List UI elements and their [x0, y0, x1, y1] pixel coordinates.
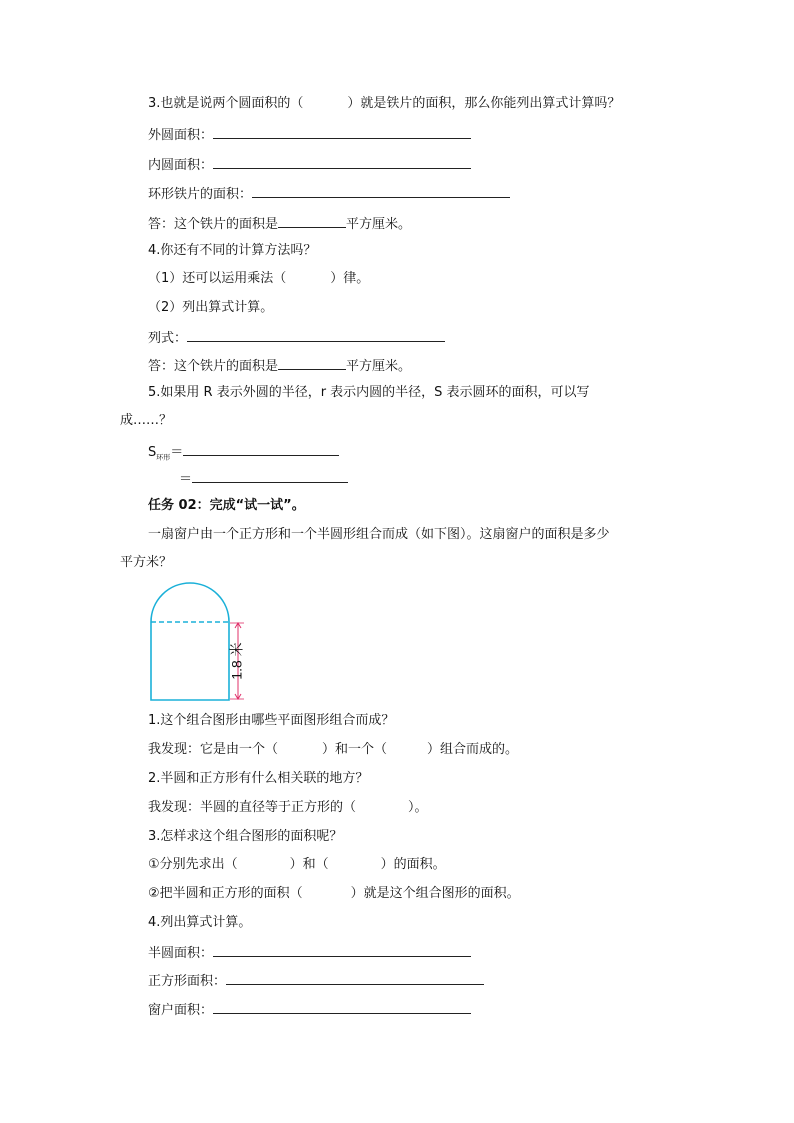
q4-sub1 — [148, 270, 369, 288]
task02-q3-step1-b: ）和（ — [289, 857, 329, 872]
task02-problem-line1: 一扇窗户由一个正方形和一个半圆形组合而成（如下图）。这扇窗户的面积是多少 — [148, 527, 610, 542]
window-area-label: 窗户面积： — [148, 1003, 214, 1018]
ring-area-blank[interactable] — [252, 184, 510, 198]
window-outline — [151, 583, 229, 700]
q3-text-b: ）就是铁片的面积，那么你能列出算式计算吗？ — [347, 96, 621, 111]
semicircle-area-blank[interactable] — [213, 943, 471, 957]
task02-problem-line2: 平方米？ — [120, 555, 173, 570]
q5-text-line2: 成……？ — [120, 413, 173, 428]
q5-formula-blank-1[interactable] — [183, 442, 339, 456]
inner-circle-area-label: 内圆面积： — [148, 158, 214, 173]
q3-answer-text-a: 答：这个铁片的面积是 — [148, 217, 279, 232]
q5-formula-row1 — [148, 442, 339, 467]
q5-formula-blank-2[interactable] — [192, 469, 348, 483]
q4-formula-row — [148, 328, 445, 348]
task02-q2-answer-a: 我发现：半圆的直径等于正方形的（ — [148, 800, 357, 815]
square-area-label: 正方形面积： — [148, 974, 227, 989]
equals-sign-2: ＝ — [179, 472, 193, 487]
q4-answer-row — [148, 356, 411, 376]
q4-title: 4.你还有不同的计算方法吗？ — [148, 243, 317, 258]
task02-q3-step1 — [148, 856, 446, 874]
task02-q3-step1-a: ①分别先求出（ — [148, 857, 238, 872]
window-area-blank[interactable] — [213, 1000, 471, 1014]
task02-q3-step2 — [148, 885, 520, 903]
q3-answer-value-blank[interactable] — [278, 214, 346, 228]
equals-sign-1: ＝ — [170, 445, 184, 460]
q5-formula-row2 — [179, 469, 348, 489]
outer-circle-area-label: 外圆面积： — [148, 128, 214, 143]
s-symbol: S — [148, 445, 157, 460]
square-area-blank[interactable] — [226, 971, 484, 985]
task02-q3-step2-a: ②把半圆和正方形的面积（ — [148, 886, 303, 901]
q3-answer-text-b: 平方厘米。 — [346, 217, 412, 232]
q3-answer-row — [148, 214, 411, 234]
task02-q3-step2-b: ）就是这个组合图形的面积。 — [350, 886, 520, 901]
task02-q4: 4.列出算式计算。 — [148, 915, 252, 930]
task02-title: 任务 02：完成“试一试”。 — [148, 498, 305, 513]
square-area-row — [148, 971, 484, 991]
window-area-row — [148, 1000, 471, 1020]
ring-area-label: 环形铁片的面积： — [148, 187, 253, 202]
q4-sub1-text-b: ）律。 — [330, 271, 370, 286]
q4-formula-label: 列式： — [148, 331, 188, 346]
task02-q2-answer — [148, 799, 428, 817]
semicircle-area-row — [148, 943, 471, 963]
inner-circle-area-blank[interactable] — [213, 155, 471, 169]
task02-q1-answer — [148, 741, 518, 759]
dimension-label: 1.8 米 — [228, 642, 245, 680]
task02-q1-answer-c: ）组合而成的。 — [427, 742, 519, 757]
task02-q2: 2.半圆和正方形有什么相关联的地方？ — [148, 771, 369, 786]
q4-formula-blank[interactable] — [187, 328, 445, 342]
outer-circle-area-row — [148, 125, 471, 145]
q4-sub2: （2）列出算式计算。 — [148, 300, 274, 315]
semicircle-area-label: 半圆面积： — [148, 946, 214, 961]
window-figure — [145, 580, 255, 710]
task02-q3: 3.怎样求这个组合图形的面积呢？ — [148, 829, 343, 844]
task02-q3-step1-c: ）的面积。 — [380, 857, 446, 872]
q4-answer-text-a: 答：这个铁片的面积是 — [148, 359, 279, 374]
task02-q1-answer-b: ）和一个（ — [322, 742, 388, 757]
inner-circle-area-row — [148, 155, 471, 175]
q4-answer-value-blank[interactable] — [278, 356, 346, 370]
outer-circle-area-blank[interactable] — [213, 125, 471, 139]
ring-area-row — [148, 184, 510, 204]
task02-q2-answer-b: ）。 — [408, 800, 428, 815]
q4-answer-text-b: 平方厘米。 — [346, 359, 412, 374]
task02-q1-answer-a: 我发现：它是由一个（ — [148, 742, 279, 757]
q3-text-a: 3.也就是说两个圆面积的（ — [148, 96, 304, 111]
s-subscript: 环形 — [156, 453, 171, 462]
task02-q1: 1.这个组合图形由哪些平面图形组合而成？ — [148, 713, 395, 728]
q3-prompt — [148, 95, 620, 113]
q5-text-line1: 5.如果用 R 表示外圆的半径，r 表示内圆的半径，S 表示圆环的面积，可以写 — [148, 385, 590, 400]
q4-sub1-text-a: （1）还可以运用乘法（ — [148, 271, 287, 286]
